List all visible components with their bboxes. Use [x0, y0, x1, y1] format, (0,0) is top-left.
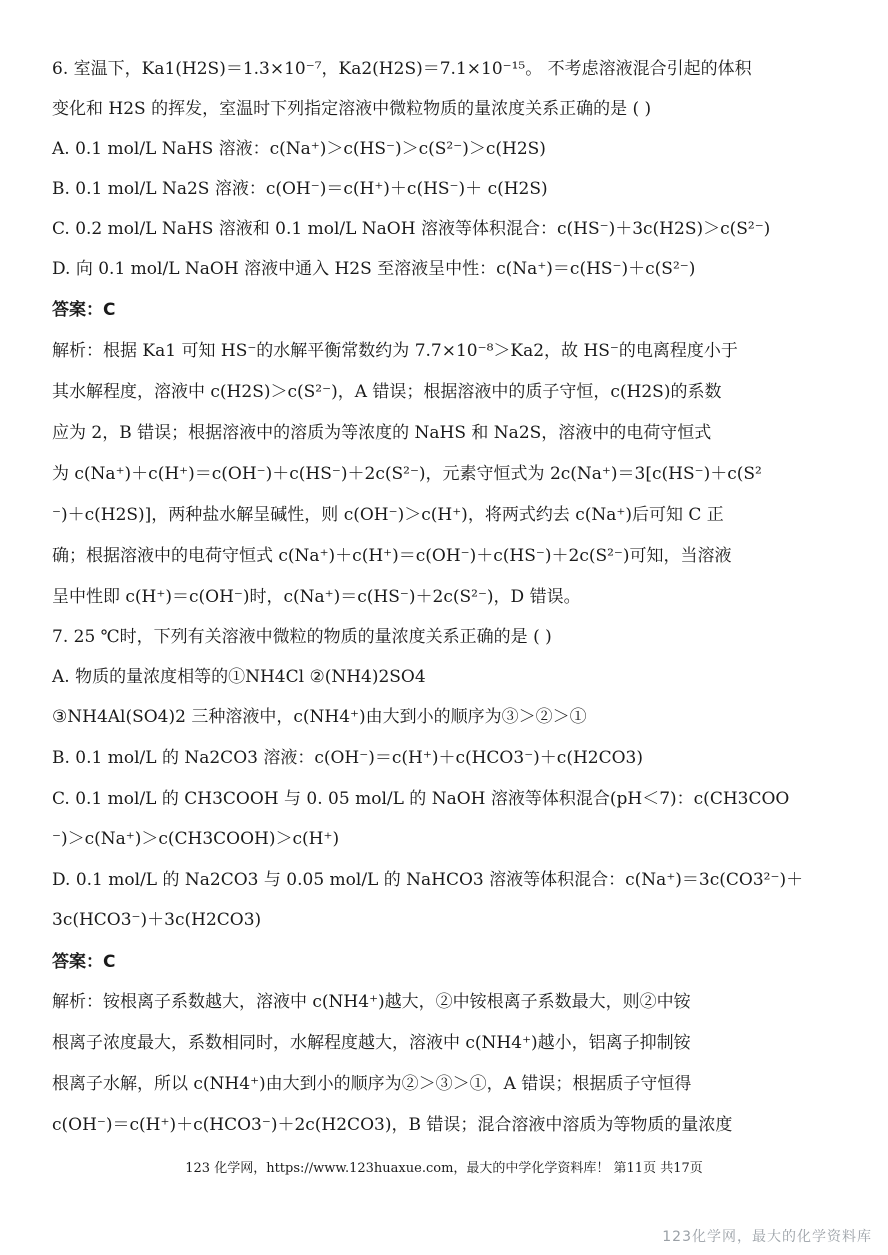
- analysis-6-line-4: 为 c(Na⁺)＋c(H⁺)＝c(OH⁻)＋c(HS⁻)＋2c(S²⁻)，元素守恒式为 2c(Na⁺)＝3[c(HS⁻)＋c(S²: [52, 464, 762, 484]
- option-7c-line-1: C. 0.1 mol/L 的 CH3COOH 与 0. 05 mol/L 的 NaOH 溶液等体积混合(pH＜7)：c(CH3COO: [52, 789, 790, 809]
- option-7a-line-1: A. 物质的量浓度相等的①NH4Cl ②(NH4)2SO4: [52, 667, 426, 687]
- option-7b: B. 0.1 mol/L 的 Na2CO3 溶液：c(OH⁻)＝c(H⁺)＋c(HCO3⁻)＋c(H2CO3): [52, 748, 643, 768]
- option-7d-line-1: D. 0.1 mol/L 的 Na2CO3 与 0.05 mol/L 的 NaHCO3 溶液等体积混合：c(Na⁺)＝3c(CO3²⁻)＋: [52, 870, 804, 890]
- analysis-7-line-1: 解析：铵根离子系数越大，溶液中 c(NH4⁺)越大，②中铵根离子系数最大，则②中铵: [52, 992, 691, 1012]
- answer-6: 答案：C: [52, 300, 116, 320]
- question-6-line-1: 6. 室温下，Ka1(H2S)＝1.3×10⁻⁷，Ka2(H2S)＝7.1×10⁻¹⁵。 不考虑溶液混合引起的体积: [52, 59, 752, 79]
- question-6-line-2: 变化和 H2S 的挥发，室温时下列指定溶液中微粒物质的量浓度关系正确的是 ( ): [52, 99, 652, 119]
- answer-7: 答案：C: [52, 952, 116, 972]
- site-watermark: 123化学网，最大的化学资料库: [662, 1229, 872, 1245]
- option-6a: A. 0.1 mol/L NaHS 溶液：c(Na⁺)＞c(HS⁻)＞c(S²⁻)＞c(H2S): [52, 139, 546, 159]
- option-7a-line-2: ③NH4Al(SO4)2 三种溶液中，c(NH4⁺)由大到小的顺序为③＞②＞①: [52, 707, 587, 727]
- option-6d: D. 向 0.1 mol/L NaOH 溶液中通入 H2S 至溶液呈中性：c(Na⁺)＝c(HS⁻)＋c(S²⁻): [52, 259, 696, 279]
- analysis-6-line-2: 其水解程度，溶液中 c(H2S)＞c(S²⁻)，A 错误；根据溶液中的质子守恒，c(H2S)的系数: [52, 382, 722, 402]
- analysis-7-line-2: 根离子浓度最大，系数相同时，水解程度越大，溶液中 c(NH4⁺)越小，铝离子抑制铵: [52, 1033, 691, 1053]
- option-7c-line-2: ⁻)＞c(Na⁺)＞c(CH3COOH)＞c(H⁺): [52, 829, 340, 849]
- analysis-6-line-5: ⁻)＋c(H2S)]，两种盐水解呈碱性，则 c(OH⁻)＞c(H⁺)，将两式约去 c(Na⁺)后可知 C 正: [52, 505, 724, 525]
- option-7d-line-2: 3c(HCO3⁻)＋3c(H2CO3): [52, 910, 262, 930]
- question-7-line-1: 7. 25 ℃时，下列有关溶液中微粒的物质的量浓度关系正确的是 ( ): [52, 627, 552, 647]
- option-6b: B. 0.1 mol/L Na2S 溶液：c(OH⁻)＝c(H⁺)＋c(HS⁻)＋ c(H2S): [52, 179, 548, 199]
- page-footer: 123 化学网，https://www.123huaxue.com，最大的中学化学资料库！ 第11页 共17页: [185, 1161, 703, 1176]
- analysis-6-line-1: 解析：根据 Ka1 可知 HS⁻的水解平衡常数约为 7.7×10⁻⁸＞Ka2，故 HS⁻的电离程度小于: [52, 341, 738, 361]
- option-6c: C. 0.2 mol/L NaHS 溶液和 0.1 mol/L NaOH 溶液等体积混合：c(HS⁻)＋3c(H2S)＞c(S²⁻): [52, 219, 771, 239]
- analysis-7-line-3: 根离子水解，所以 c(NH4⁺)由大到小的顺序为②＞③＞①，A 错误；根据质子守恒得: [52, 1074, 692, 1094]
- analysis-7-line-4: c(OH⁻)＝c(H⁺)＋c(HCO3⁻)＋2c(H2CO3)，B 错误；混合溶液中溶质为等物质的量浓度: [52, 1115, 733, 1135]
- analysis-6-line-3: 应为 2，B 错误；根据溶液中的溶质为等浓度的 NaHS 和 Na2S，溶液中的电荷守恒式: [52, 423, 712, 443]
- analysis-6-line-7: 呈中性即 c(H⁺)＝c(OH⁻)时，c(Na⁺)＝c(HS⁻)＋2c(S²⁻)，D 错误。: [52, 587, 581, 607]
- analysis-6-line-6: 确；根据溶液中的电荷守恒式 c(Na⁺)＋c(H⁺)＝c(OH⁻)＋c(HS⁻)＋2c(S²⁻)可知，当溶液: [52, 546, 732, 566]
